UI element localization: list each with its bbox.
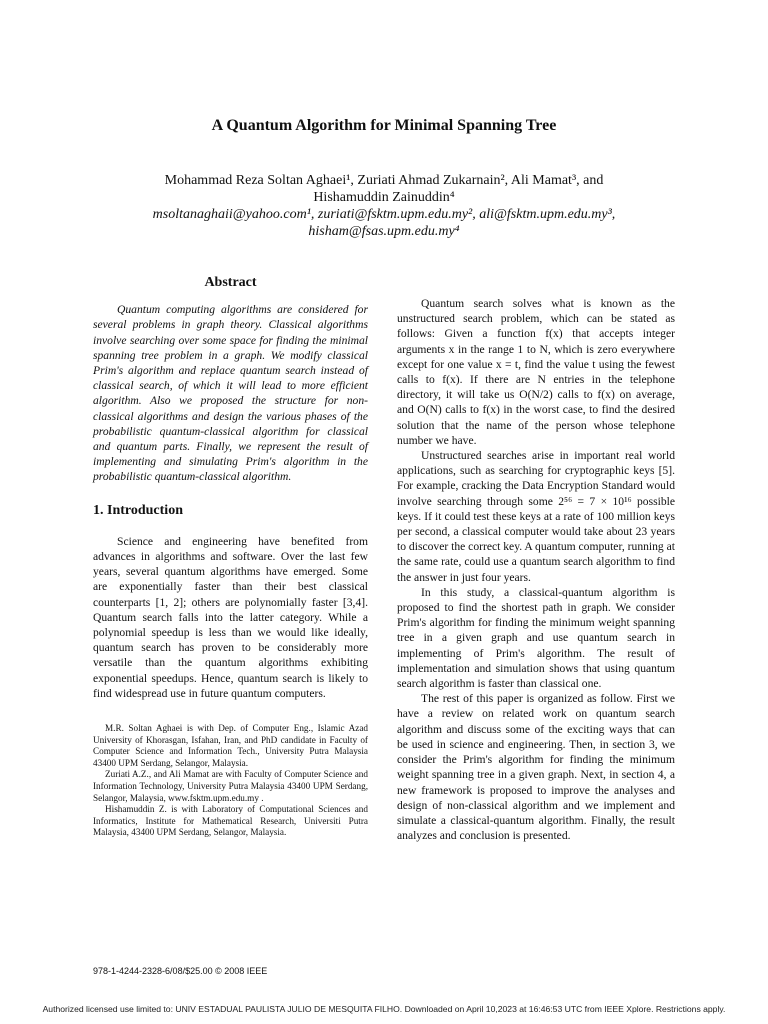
authors-line: Hishamuddin Zainuddin⁴ xyxy=(313,190,455,205)
left-column xyxy=(93,275,368,839)
abstract-heading: Abstract xyxy=(204,275,257,290)
body-paragraph: The rest of this paper is organized as follow. First we have a review on related work on quantum search algorithm and discuss some of the exciting ways that can be used in science and engineering. Then, in section 3, we consider the Prim's algorithm for finding the minimum weight spanning tree in a given graph. Next, in section 4, a new framework is proposed to improve the analyses and design of non-classical algorithm and we implement and simulate a classical-quantum algorithm. Finally, the result analyzes and conclusion is presented. xyxy=(397,692,675,843)
authors-line: Mohammad Reza Soltan Aghaei¹, Zuriati Ahmad Zukarnain², Ali Mamat³, and xyxy=(164,173,604,188)
body-paragraph: Unstructured searches arise in important real world applications, such as searching for cryptographic keys [5]. For example, cracking the Data Encryption Standard would involve searching through some 2⁵⁶ = 7 × 10¹⁶ possible keys. If it could test these keys at a rate of 100 million keys per second, a classical computer would take about 23 years to discover the correct key. A quantum computer, running at the same rate, could use a quantum search algorithm to find the answer in just four years. xyxy=(397,449,675,584)
author-note: M.R. Soltan Aghaei is with Dep. of Computer Eng., Islamic Azad University of Khorasgan, Isfahan, Iran, and PhD candidate in Faculty of Computer Science and Information Tech., University Putra Malaysia 43400 UPM Serdang, Selangor, Malaysia. xyxy=(93,723,368,768)
issn-footer: 978-1-4244-2328-6/08/$25.00 © 2008 IEEE xyxy=(93,966,268,976)
body-paragraph: Quantum search solves what is known as the unstructured search problem, which can be stated as follows: Given a function f(x) that accepts integer arguments x in the range 1 to N, which is zero everywhere except for one value x = t, find the value t using the fewest calls to f(x). If there are N entries in the telephone directory, it will take us O(N/2) calls to f(x) on average, and O(N) calls to f(x) in the worst case, to find the desired solution that the name of the person whose telephone number we have. xyxy=(397,297,675,447)
author-notes xyxy=(93,723,368,839)
paper-title: A Quantum Algorithm for Minimal Spanning Tree xyxy=(211,117,557,134)
abstract-text: Quantum computing algorithms are considered for several problems in graph theory. Classical algorithms involve searching over some space for finding the minimal spanning tree problem in a graph. We modify classical Prim's algorithm and replace quantum search instead of classical search, of which it will lead to more efficient algorithm. Also we proposed the structure for non-classical algorithms and design the various phases of the probabilistic quantum-classical algorithm for classical and quantum parts. Finally, we represent the result of implementing and simulating Prim's algorithm in the probabilistic quantum-classical algorithm. xyxy=(93,303,368,484)
body-paragraph: In this study, a classical-quantum algorithm is proposed to find the shortest path in graph. We consider Prim's algorithm for finding the minimum weight spanning tree in a given graph and use quantum search in implementing of Prim's algorithm. The result of implementation and simulation shows that using quantum search algorithm is faster than classical one. xyxy=(397,585,675,691)
abstract xyxy=(93,302,368,484)
author-block xyxy=(100,172,668,240)
author-note: Hishamuddin Z. is with Laboratory of Computational Sciences and Informatics, Institute for Mathematical Research, Universiti Putra Malaysia, 43400 UPM Serdang, Selangor, Malaysia. xyxy=(93,804,368,838)
author-emails: hisham@fsas.upm.edu.my⁴ xyxy=(308,224,460,239)
author-note: Zuriati A.Z., and Ali Mamat are with Faculty of Computer Science and Information Technology, University Putra Malaysia 43400 UPM Serdang, Selangor, Malaysia, www.fsktm.upm.edu.my . xyxy=(93,769,368,803)
section-heading: 1. Introduction xyxy=(93,502,183,518)
right-column xyxy=(397,296,675,843)
license-notice: Authorized licensed use limited to: UNIV ESTADUAL PAULISTA JULIO DE MESQUITA FILHO. Downloaded on April 10,2023 at 16:46:53 UTC from IEEE Xplore. Restrictions apply. xyxy=(42,1004,726,1014)
author-emails: msoltanaghaii@yahoo.com¹, zuriati@fsktm.upm.edu.my², ali@fsktm.upm.edu.my³, xyxy=(152,207,616,222)
body-paragraph: Science and engineering have benefited from advances in algorithms and software. Over the last few years, several quantum algorithms have emerged. Some are exponentially faster than their best classical counterparts [1, 2]; others are polynomially faster [3,4]. Quantum search falls into the latter category. While a polynomial speedup is less than we would like ideally, quantum search has proven to be considerably more versatile than the quantum algorithms exhibiting exponential speedups. Hence, quantum search is likely to find widespread use in future quantum computers. xyxy=(93,534,368,700)
